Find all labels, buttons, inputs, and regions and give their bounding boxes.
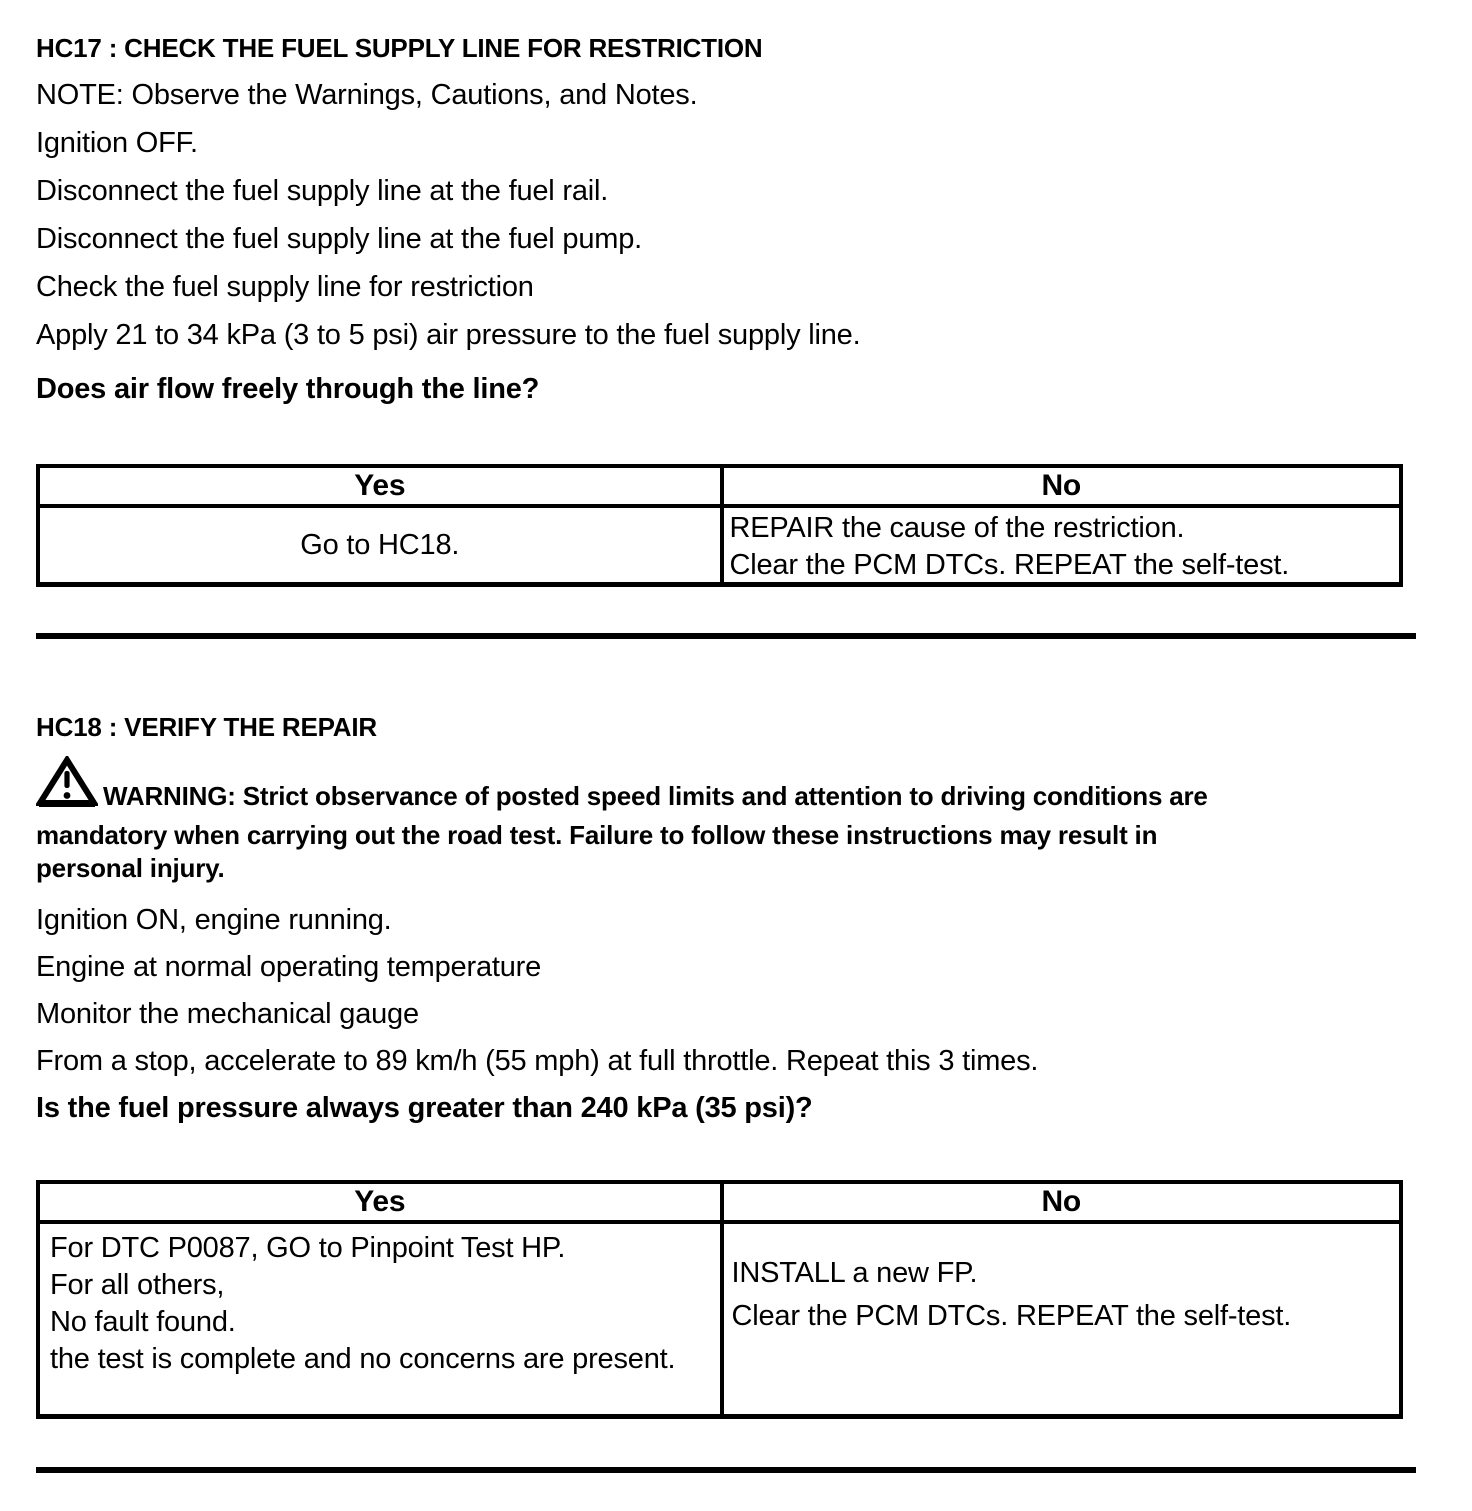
hc17-heading: HC17 : CHECK THE FUEL SUPPLY LINE FOR RESTRICTION (36, 33, 763, 63)
hc17-decision-table (36, 464, 1403, 587)
hc17-step-check-line: Check the fuel supply line for restriction (36, 271, 534, 303)
hc18-no-action-cell (720, 1224, 1400, 1414)
hc18-no-action-line1: INSTALL a new FP. (731, 1257, 978, 1289)
hc17-table-header-row (40, 468, 1399, 508)
hc18-decision-table (36, 1180, 1403, 1419)
hc18-yes-header-cell: Yes (354, 1185, 406, 1218)
hc18-no-action-line2: Clear the PCM DTCs. REPEAT the self-test. (731, 1300, 1292, 1332)
hc17-no-action-cell (720, 508, 1400, 582)
hc17-step-apply-pressure: Apply 21 to 34 kPa (3 to 5 psi) air pressure to the fuel supply line. (36, 319, 861, 351)
hc18-step-ignition-on: Ignition ON, engine running. (36, 904, 392, 936)
hc18-step-accelerate: From a stop, accelerate to 89 km/h (55 mph) at full throttle. Repeat this 3 times. (36, 1045, 1039, 1077)
hc18-section (36, 713, 1416, 1419)
hc17-step-disconnect-pump: Disconnect the fuel supply line at the fuel pump. (36, 223, 643, 255)
warning-first-line (36, 756, 1416, 813)
hc17-no-action-line2: Clear the PCM DTCs. REPEAT the self-test. (729, 549, 1290, 581)
hc17-section (36, 34, 1416, 587)
hc18-yes-action-cell (40, 1224, 720, 1414)
hc18-step-engine-temp: Engine at normal operating temperature (36, 951, 542, 983)
bottom-divider (36, 1467, 1416, 1473)
hc18-heading: HC18 : VERIFY THE REPAIR (36, 712, 377, 742)
hc17-table-data-row (40, 508, 1399, 582)
hc18-yes-action-line4: the test is complete and no concerns are present. (50, 1343, 676, 1375)
hc18-table-data-row (40, 1224, 1399, 1414)
hc18-no-header-cell: No (720, 1184, 1400, 1220)
warning-text-line1: WARNING: Strict observance of posted speed limits and attention to driving conditions are (103, 781, 1208, 811)
hc17-no-header-cell: No (720, 468, 1400, 504)
hc18-yes-action-line2: For all others, (50, 1269, 225, 1301)
hc17-yes-header-cell: Yes (354, 469, 406, 502)
warning-text-line3: personal injury. (36, 853, 225, 883)
hc18-step-monitor-gauge: Monitor the mechanical gauge (36, 998, 419, 1030)
hc17-yes-action-cell (40, 508, 720, 582)
hc18-table-header-row (40, 1184, 1399, 1224)
hc17-question: Does air flow freely through the line? (36, 373, 540, 405)
warning-text-line2: mandatory when carrying out the road test. Failure to follow these instructions may result in (36, 820, 1158, 850)
hc17-step-disconnect-rail: Disconnect the fuel supply line at the fuel rail. (36, 175, 609, 207)
hc17-step-ignition-off: Ignition OFF. (36, 127, 198, 159)
hc18-yes-action-line1: For DTC P0087, GO to Pinpoint Test HP. (50, 1232, 566, 1264)
hc18-question: Is the fuel pressure always greater than 240 kPa (35 psi)? (36, 1092, 813, 1124)
warning-block (36, 756, 1416, 885)
hc17-yes-action: Go to HC18. (300, 528, 460, 561)
hc17-step-note: NOTE: Observe the Warnings, Cautions, and Notes. (36, 79, 698, 111)
warning-triangle-icon (36, 756, 98, 813)
section-divider (36, 633, 1416, 639)
hc18-yes-action-line3: No fault found. (50, 1306, 236, 1338)
hc17-no-action-line1: REPAIR the cause of the restriction. (729, 512, 1185, 544)
